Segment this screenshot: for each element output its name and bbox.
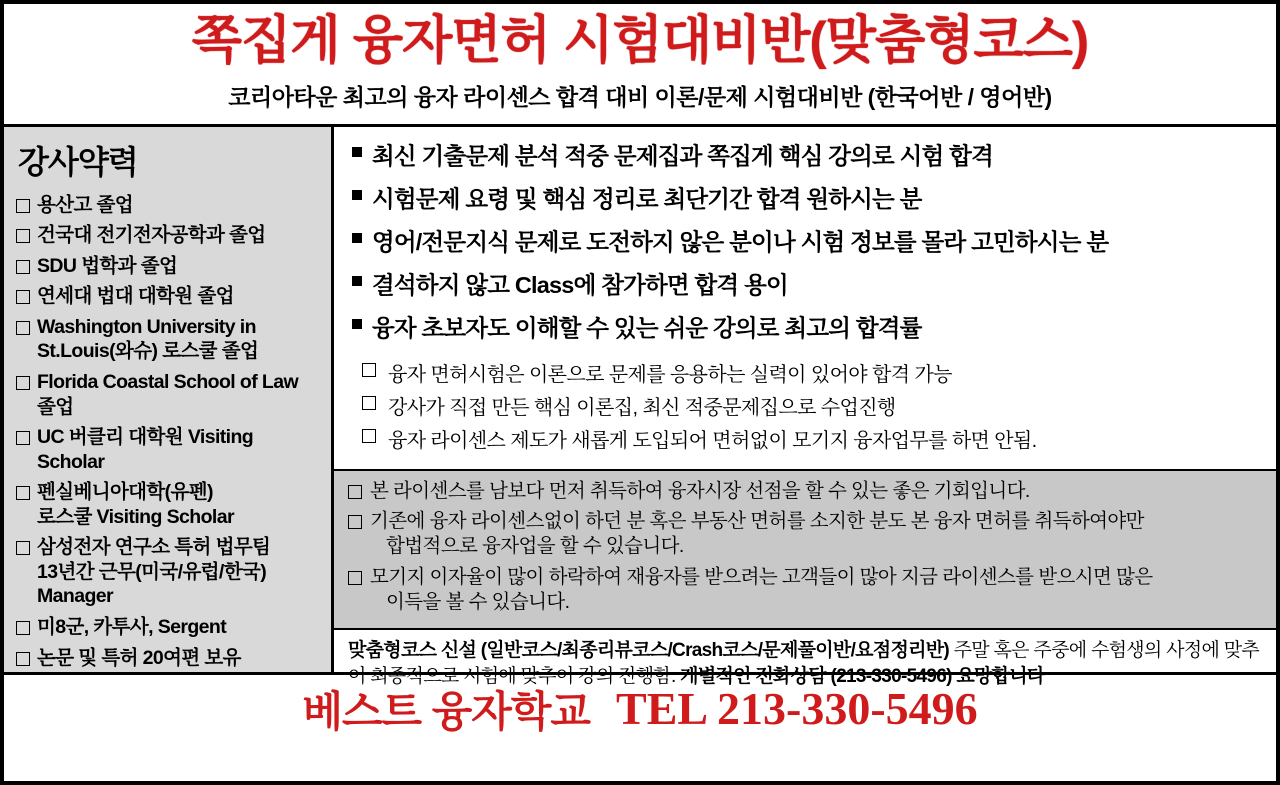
checkbox-icon <box>16 229 30 243</box>
notice-item <box>348 479 1264 504</box>
instructor-credential-list <box>16 193 321 671</box>
instructor-credential-item <box>16 315 321 364</box>
square-bullet-icon <box>352 319 362 329</box>
benefits-list <box>334 127 1276 354</box>
instructor-credential-label: Washington University in St.Louis(와슈) 로스쿨 졸업 <box>37 315 259 363</box>
benefit-label: 최신 기출문제 분석 적중 문제집과 쪽집게 핵심 강의로 시험 합격 <box>372 142 993 169</box>
square-bullet-icon <box>352 190 362 200</box>
instructor-credential-item <box>16 193 321 218</box>
course-note-bold-1: 맞춤형코스 신설 (일반코스/최종리뷰코스/Crash코스/문제풀이반/요점정리반) <box>348 640 950 662</box>
instructor-credential-item <box>16 370 321 419</box>
checkbox-icon <box>16 652 30 666</box>
instructor-credential-label: SDU 법학과 졸업 <box>37 254 178 277</box>
checkbox-icon <box>348 515 362 529</box>
subpoint-item <box>362 424 1266 453</box>
checkbox-icon <box>362 396 376 410</box>
course-note-bold-2: 개별적인 전화상담 (213-330-5496) 요망합니다 <box>680 665 1045 687</box>
checkbox-icon <box>16 541 30 555</box>
subpoint-item <box>362 358 1266 387</box>
instructor-credential-label: 연세대 법대 대학원 졸업 <box>37 285 234 308</box>
body <box>4 127 1276 687</box>
brand-name: 베스트 융자학교 <box>302 687 591 735</box>
course-note-plain-1: 주말 혹은 주중에 수험생의 사정에 맞추어 최종적으로 시험에 맞추어 강의 진행함. <box>348 640 1260 687</box>
instructor-credential-item <box>16 646 321 671</box>
instructor-credential-item <box>16 284 321 309</box>
checkbox-icon <box>16 260 30 274</box>
instructor-credential-label: 미8군, 카투사, Sergent <box>37 616 227 639</box>
phone-number[interactable]: TEL 213-330-5496 <box>616 683 978 735</box>
square-bullet-icon <box>352 233 362 243</box>
checkbox-icon <box>16 199 30 213</box>
benefit-item <box>352 223 1266 257</box>
benefit-label: 시험문제 요령 및 핵심 정리로 최단기간 합격 원하시는 분 <box>372 185 922 212</box>
benefit-item <box>352 266 1266 300</box>
instructor-credential-label: 용산고 졸업 <box>37 193 134 216</box>
benefit-label: 융자 초보자도 이해할 수 있는 쉬운 강의로 최고의 합격률 <box>372 314 922 341</box>
notice-label: 본 라이센스를 남보다 먼저 취득하여 융자시장 선점을 할 수 있는 좋은 기회입니다. <box>370 479 1030 502</box>
page-title: 쪽집게 융자면허 시험대비반(맞춤형코스) <box>191 12 1089 70</box>
benefit-item <box>352 137 1266 171</box>
square-bullet-icon <box>352 276 362 286</box>
content-panel <box>334 127 1276 687</box>
subpoints-list <box>334 354 1276 463</box>
benefit-label: 결석하지 않고 Class에 참가하면 합격 용이 <box>372 271 788 298</box>
instructor-credential-item <box>16 615 321 640</box>
instructor-credential-label: 삼성전자 연구소 특허 법무팀 13년간 근무(미국/유럽/한국) Manager <box>37 536 271 608</box>
instructor-credential-label: Florida Coastal School of Law 졸업 <box>37 370 299 418</box>
instructor-credential-label: 건국대 전기전자공학과 졸업 <box>37 224 266 247</box>
instructor-credential-item <box>16 535 321 609</box>
checkbox-icon <box>362 429 376 443</box>
checkbox-icon <box>16 431 30 445</box>
header <box>4 4 1276 127</box>
notice-block <box>334 469 1276 631</box>
instructor-credential-label: UC 버클리 대학원 Visiting Scholar <box>37 426 254 473</box>
checkbox-icon <box>348 485 362 499</box>
instructor-credential-item <box>16 254 321 279</box>
checkbox-icon <box>16 321 30 335</box>
page-subtitle: 코리아타운 최고의 융자 라이센스 합격 대비 이론/문제 시험대비반 (한국어반 / 영어반) <box>228 83 1052 110</box>
instructor-credential-label: 논문 및 특허 20여편 보유 <box>37 646 241 669</box>
instructor-credential-label: 펜실베니아대학(유펜) 로스쿨 Visiting Scholar <box>37 481 234 528</box>
subpoint-item <box>362 391 1266 420</box>
instructor-panel <box>4 127 334 672</box>
checkbox-icon <box>362 363 376 377</box>
subpoint-label: 융자 면허시험은 이론으로 문제를 응용하는 실력이 있어야 합격 가능 <box>388 363 952 386</box>
checkbox-icon <box>16 486 30 500</box>
instructor-credential-item <box>16 425 321 474</box>
checkbox-icon <box>16 290 30 304</box>
notice-item <box>348 565 1264 616</box>
subpoint-label: 융자 라이센스 제도가 새롭게 도입되어 면허없이 모기지 융자업무를 하면 안됨. <box>388 429 1037 452</box>
benefit-label: 영어/전문지식 문제로 도전하지 않은 분이나 시험 정보를 몰라 고민하시는 분 <box>372 228 1109 255</box>
benefit-item <box>352 180 1266 214</box>
checkbox-icon <box>348 571 362 585</box>
instructor-credential-item <box>16 480 321 529</box>
checkbox-icon <box>16 376 30 390</box>
notice-item <box>348 509 1264 560</box>
instructor-panel-title: 강사약력 <box>18 143 138 180</box>
notice-label: 기존에 융자 라이센스없이 하던 분 혹은 부동산 면허를 소지한 분도 본 융자 면허를 취득하여야만 합법적으로 융자업을 할 수 있습니다. <box>370 509 1144 558</box>
square-bullet-icon <box>352 147 362 157</box>
notice-label: 모기지 이자율이 많이 하락하여 재융자를 받으려는 고객들이 많아 지금 라이센스를 받으시면 많은 이득을 볼 수 있습니다. <box>370 565 1153 613</box>
checkbox-icon <box>16 621 30 635</box>
subpoint-label: 강사가 직접 만든 핵심 이론집, 최신 적중문제집으로 수업진행 <box>388 396 896 419</box>
benefit-item <box>352 309 1266 343</box>
instructor-credential-item <box>16 223 321 248</box>
